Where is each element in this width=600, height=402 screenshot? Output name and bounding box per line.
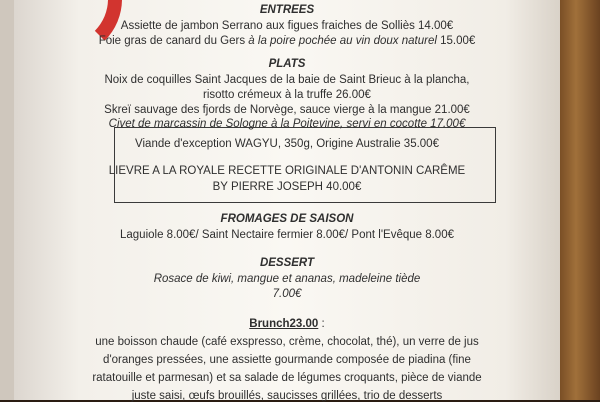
special-item-2-line-2: BY PIERRE JOSEPH 40.00€ — [212, 181, 362, 193]
entrees-heading: ENTREES — [259, 4, 315, 16]
plats-heading: PLATS — [268, 58, 306, 70]
brunch-line-3: ratatouille et parmesan) et sa salade de légumes croquants, pièce de viande — [92, 372, 482, 384]
dessert-heading: DESSERT — [259, 257, 315, 269]
entrees-item-2-name: Foie gras de canard du Gers — [98, 35, 249, 47]
brunch-colon: : — [318, 318, 325, 330]
special-item-2-line-1: LIEVRE A LA ROYALE RECETTE ORIGINALE D'ANTONIN CARÊME — [108, 165, 466, 177]
plats-item-1-line-1: Noix de coquilles Saint Jacques de la baie de Saint Brieuc à la plancha, — [104, 74, 470, 86]
fromages-item-1: Laguiole 8.00€/ Saint Nectaire fermier 8.00€/ Pont l'Evêque 8.00€ — [120, 229, 454, 241]
entrees-item-2-desc: à la poire pochée au vin doux naturel — [248, 35, 437, 47]
entrees-item-1: Assiette de jambon Serrano aux figues fraiches de Solliès 14.00€ — [120, 20, 454, 32]
dessert-item-1: Rosace de kiwi, mangue et ananas, madeleine tiède — [153, 273, 421, 285]
brunch-line-1: une boisson chaude (café exspresso, crème, chocolat, thé), un verre de jus — [95, 336, 479, 348]
plats-item-2: Skreï sauvage des fjords de Norvège, sauce vierge à la mangue 21.00€ — [104, 104, 470, 116]
fromages-heading: FROMAGES DE SAISON — [220, 213, 354, 225]
left-edge — [0, 0, 14, 400]
menu-sheet — [14, 0, 560, 400]
wooden-frame — [560, 0, 600, 400]
plats-item-1-line-2: risotto crémeux à la truffe 26.00€ — [203, 89, 371, 101]
brunch-line-4: juste saisi, œufs brouillés, saucisses grillées, trio de desserts — [131, 390, 443, 402]
entrees-item-2 — [14, 35, 560, 47]
special-item-1: Viande d'exception WAGYU, 350g, Origine Australie 35.00€ — [135, 138, 439, 150]
brunch-title: Brunch23.00 — [249, 318, 319, 330]
plats-item-3: Civet de marcassin de Sologne à la Poitevine, servi en cocotte 17.00€ — [108, 118, 466, 130]
entrees-item-2-price: 15.00€ — [436, 35, 476, 47]
brunch-heading — [14, 318, 560, 330]
dessert-price: 7.00€ — [272, 288, 302, 300]
brunch-line-2: d'oranges pressées, une assiette gourmande composée de piadina (fine — [103, 354, 471, 366]
